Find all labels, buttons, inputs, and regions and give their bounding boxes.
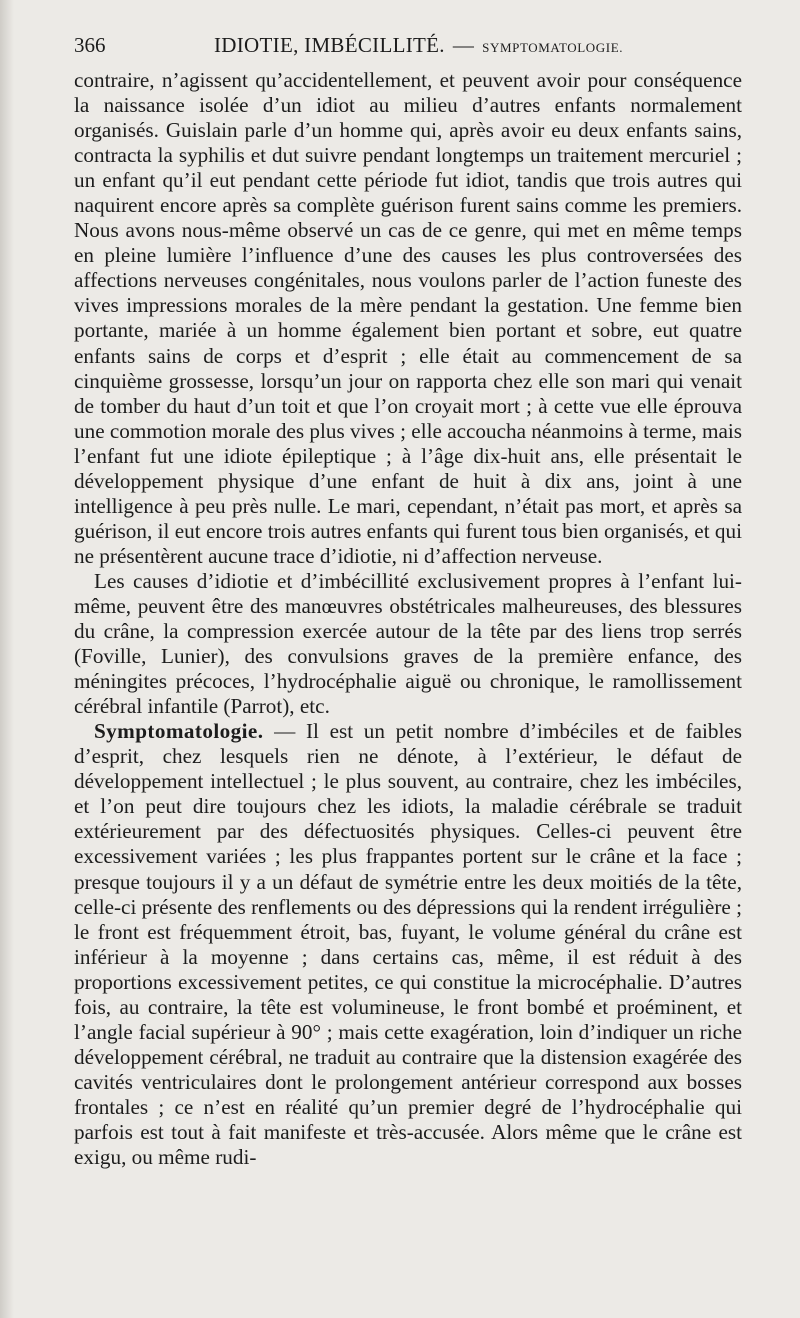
section-heading: Symptomatologie. — [94, 719, 264, 744]
book-title: IDIOTIE, IMBÉCILLITÉ. — [214, 33, 445, 57]
title-dash: — — [452, 33, 475, 57]
paragraph-symptomatologie-text: — Il est un petit nombre d’imbéciles et de faibles d’esprit, chez lesquels rien ne dénote, à l’extérieur, le défaut de développement intellectuel ; le plus souvent, au contraire, chez les imbéciles, et l’on peut dire toujours chez les idiots, la maladie cérébrale se traduit extérieurement par des défectuosités physiques. Celles-ci peuvent être excessivement variées ; les plus frappantes portent sur le crâne et la face ; presque toujours il y a un défaut de symétrie entre les deux moitiés de la tête, celle-ci présente des renflements ou des dépressions qui la rendent irrégulière ; le front est fréquemment étroit, bas, fuyant, le volume général du crâne est inférieur à la moyenne ; dans certains cas, même, il est réduit à des proportions excessivement petites, ce qui constitue la microcéphalie. D’autres fois, au contraire, la tête est volumineuse, le front bombé et proéminent, et l’angle facial supérieur à 90° ; mais cette exagération, loin d’indiquer un riche développement cérébral, ne traduit au contraire que la distension exagérée des cavités ventriculaires dont le prolongement antérieur correspond aux bosses frontales ; ce n’est en réalité qu’un premier degré de l’hydrocéphalie qui parfois est tout à fait manifeste et très-accusée. Alors même que le crâne est exigu, ou même rudi- — [74, 719, 742, 1170]
paragraph-symptomatologie — [74, 719, 742, 1170]
paragraph-continuation: contraire, n’agissent qu’accidentellement, et peuvent avoir pour conséquence la naissance isolée d’un idiot au milieu d’autres enfants normalement organisés. Guislain parle d’un homme qui, après avoir eu deux enfants sains, contracta la syphilis et dut suivre pendant longtemps un traitement mercuriel ; un enfant qu’il eut pendant cette période fut idiot, tandis que trois autres qui naquirent encore après sa complète guérison furent sains comme les premiers. Nous avons nous-même observé un cas de ce genre, qui met en même temps en pleine lumière l’influence d’une des causes les plus controversées des affections nerveuses congénitales, nous voulons parler de l’action funeste des vives impressions morales de la mère pendant la gestation. Une femme bien portante, mariée à un homme également bien portant et sobre, eut quatre enfants sains de corps et d’esprit ; elle était au commencement de sa cinquième grossesse, lorsqu’un jour on rapporta chez elle son mari qui venait de tomber du haut d’un toit et que l’on croyait mort ; à cette vue elle éprouva une commotion morale des plus vives ; elle accoucha néanmoins à terme, mais l’enfant fut une idiote épileptique ; à l’âge dix-huit ans, elle présentait le développement physique d’une enfant de huit à dix ans, joint à une intelligence à peu près nulle. Le mari, cependant, n’était pas mort, et après sa guérison, il eut encore trois autres enfants qui furent tous bien organisés, et qui ne présentèrent aucune trace d’idiotie, ni d’affection nerveuse. — [74, 68, 742, 568]
running-header — [74, 33, 744, 63]
running-title — [214, 33, 623, 58]
page-number: 366 — [74, 33, 106, 57]
paragraph-causes: Les causes d’idiotie et d’imbécillité exclusivement propres à l’enfant lui-même, peuvent être des manœuvres obstétricales malheureuses, des blessures du crâne, la compression exercée autour de la tête par des liens trop serrés (Foville, Lunier), des convulsions graves de la première enfance, des méningites précoces, l’hydrocéphalie aiguë ou chronique, le ramollissement cérébral infantile (Parrot), etc. — [74, 568, 742, 719]
body-text — [74, 68, 742, 1170]
binding-shadow — [0, 0, 14, 1318]
section-title: SYMPTOMATOLOGIE. — [482, 40, 624, 55]
